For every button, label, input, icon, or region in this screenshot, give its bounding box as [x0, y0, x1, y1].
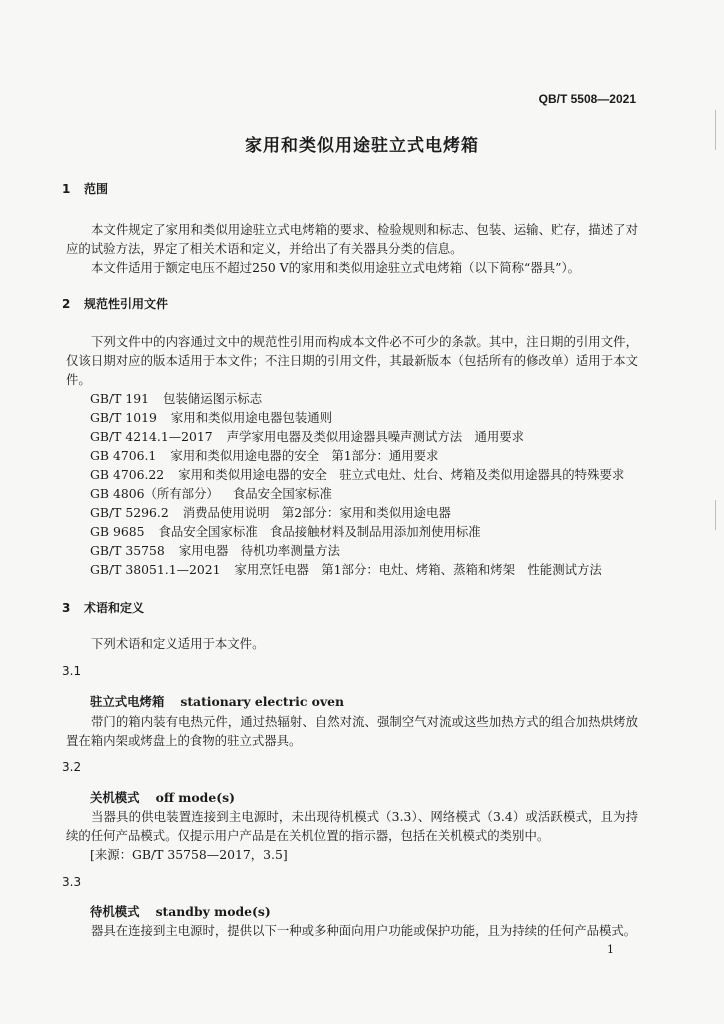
term-en: standby mode(s): [155, 904, 271, 919]
reference-item: [90, 560, 602, 579]
reference-title: 消费品使用说明 第2部分：家用和类似用途电器: [182, 505, 451, 520]
reference-title: 家用和类似用途电器的安全 第1部分：通用要求: [170, 448, 439, 463]
section-title: 范围: [84, 182, 109, 196]
reference-item: [90, 541, 340, 560]
reference-title: 家用烹饪电器 第1部分：电灶、烤箱、蒸箱和烤架 性能测试方法: [234, 562, 602, 577]
reference-item: [90, 503, 451, 522]
reference-code: GB 4706.22: [90, 467, 165, 482]
section-number: 1: [62, 182, 71, 196]
reference-code: GB 4706.1: [90, 448, 157, 463]
clause-number: 3.3: [62, 875, 82, 889]
term-source: [来源：GB/T 35758—2017，3.5]: [90, 847, 288, 862]
reference-code: GB 4806（所有部分）: [90, 486, 219, 501]
document-title: 家用和类似用途驻立式电烤箱: [245, 136, 479, 156]
reference-code: GB/T 4214.1—2017: [90, 429, 213, 444]
reference-item: [90, 389, 262, 408]
section-2-heading: [62, 295, 168, 312]
term-definition: 器具在连接到主电源时，提供以下一种或多种面向用户功能或保护功能，且为持续的任何产品模式。: [91, 923, 637, 938]
reference-item: [90, 484, 332, 503]
reference-code: GB/T 1019: [90, 410, 157, 425]
term-heading: [90, 788, 235, 806]
term-cn: 待机模式: [90, 904, 140, 919]
scan-edge-mark: [715, 110, 716, 150]
term-definition: 当器具的供电装置连接到主电源时，未出现待机模式（3.3）、网络模式（3.4）或活跃模式，且为持续的任何产品模式。仅提示用户产品是在关机位置的指示器，包括在关机模式的类别中。: [66, 809, 638, 843]
reference-title: 家用和类似用途电器的安全 驻立式电灶、灶台、烤箱及类似用途器具的特殊要求: [178, 467, 625, 482]
section-number: 3: [62, 601, 71, 615]
reference-code: GB/T 5296.2: [90, 505, 169, 520]
reference-code: GB 9685: [90, 524, 145, 539]
reference-item: [90, 465, 624, 484]
term-cn: 关机模式: [90, 790, 140, 805]
clause-number: 3.2: [62, 760, 82, 774]
term-heading: [90, 692, 344, 710]
reference-code: GB/T 35758: [90, 543, 165, 558]
reference-code: GB/T 38051.1—2021: [90, 562, 221, 577]
section-number: 2: [62, 297, 71, 311]
reference-title: 食品安全国家标准 食品接触材料及制品用添加剂使用标准: [158, 524, 481, 539]
term-en: stationary electric oven: [180, 694, 345, 709]
section-title: 术语和定义: [84, 601, 145, 615]
reference-title: 包装储运图示标志: [163, 391, 263, 406]
reference-item: [90, 427, 524, 446]
reference-item: [90, 522, 481, 541]
reference-title: 声学家用电器及类似用途器具噪声测试方法 通用要求: [226, 429, 525, 444]
section-3-heading: [62, 599, 144, 616]
scope-paragraph-2: 本文件适用于额定电压不超过250 V的家用和类似用途驻立式电烤箱（以下简称“器具”）。: [91, 260, 581, 275]
term-heading: [90, 902, 271, 920]
reference-title: 食品安全国家标准: [232, 486, 332, 501]
reference-item: [90, 408, 332, 427]
term-definition: 带门的箱内装有电热元件，通过热辐射、自然对流、强制空气对流或这些加热方式的组合加热烘烤放置在箱内架或烤盘上的食物的驻立式器具。: [66, 714, 638, 748]
standard-code: QB/T 5508—2021: [538, 92, 636, 106]
term-en: off mode(s): [155, 790, 235, 805]
reference-item: [90, 446, 438, 465]
reference-code: GB/T 191: [90, 391, 150, 406]
scope-paragraph-1: 本文件规定了家用和类似用途驻立式电烤箱的要求、检验规则和标志、包装、运输、贮存，描述了对应的试验方法，界定了相关术语和定义，并给出了有关器具分类的信息。: [66, 222, 638, 256]
terms-intro: 下列术语和定义适用于本文件。: [91, 636, 265, 651]
clause-number: 3.1: [62, 664, 82, 678]
references-intro: 下列文件中的内容通过文中的规范性引用而构成本文件必不可少的条款。其中，注日期的引用文件，仅该日期对应的版本适用于本文件；不注日期的引用文件，其最新版本（包括所有的修改单）适用于本文件。: [66, 334, 638, 387]
page-number: 1: [607, 943, 614, 956]
section-1-heading: [62, 180, 108, 197]
reference-title: 家用电器 待机功率测量方法: [178, 543, 340, 558]
scan-edge-mark: [715, 500, 716, 530]
term-cn: 驻立式电烤箱: [90, 694, 165, 709]
section-title: 规范性引用文件: [84, 297, 169, 311]
reference-title: 家用和类似用途电器包装通则: [170, 410, 332, 425]
